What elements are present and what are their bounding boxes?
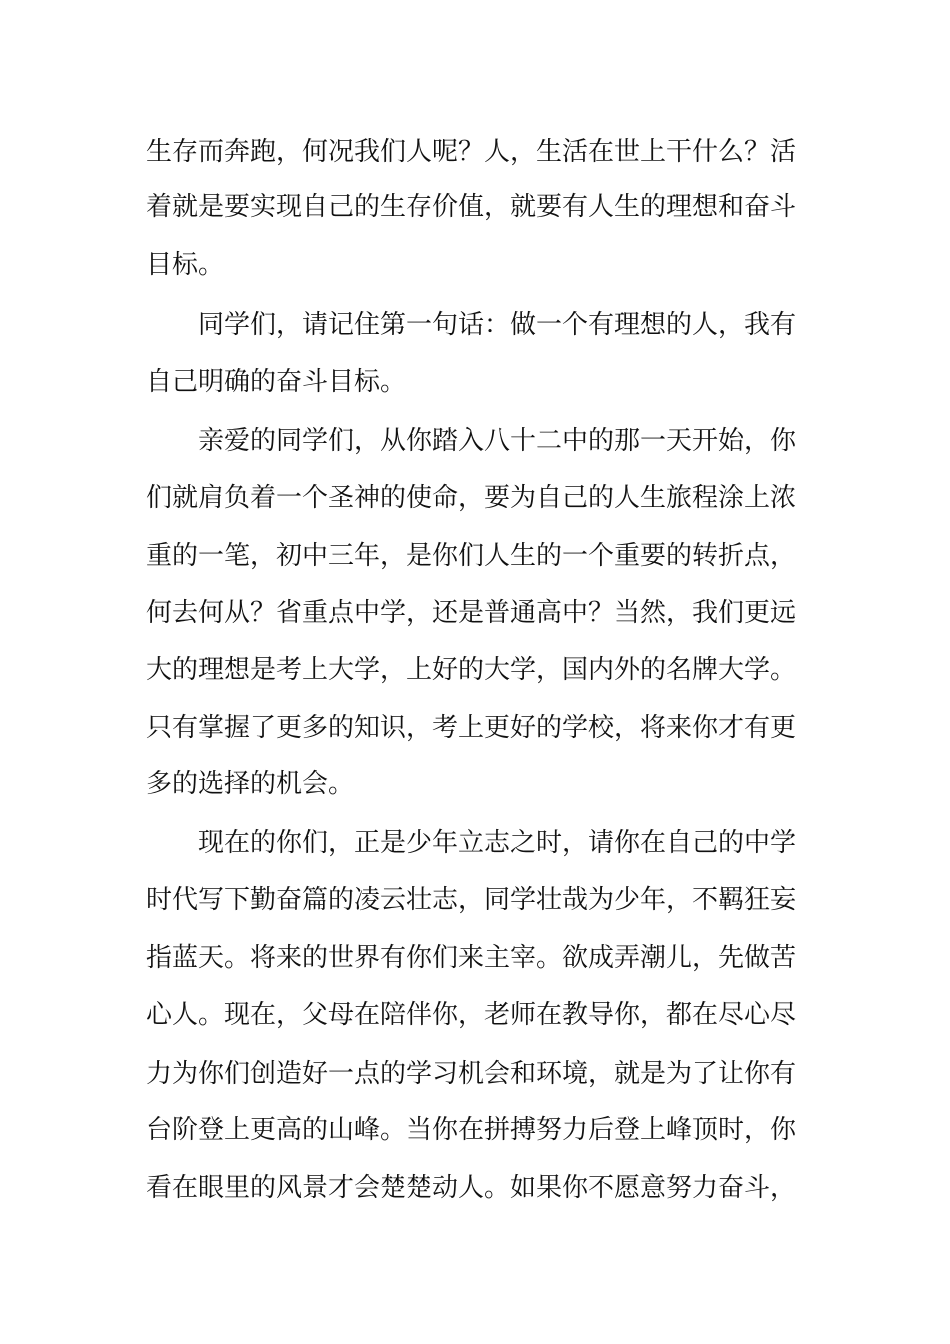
paragraph-4-line-6: 台阶登上更高的山峰。当你在拼搏努力后登上峰顶时，你 xyxy=(146,1115,797,1145)
paragraph-4-line-7: 看在眼里的风景才会楚楚动人。如果你不愿意努力奋斗， xyxy=(146,1173,797,1203)
text-line-1: 生存而奔跑，何况我们人呢？人，生活在世上干什么？活 xyxy=(146,137,797,167)
paragraph-2-line-2: 自己明确的奋斗目标。 xyxy=(146,367,407,397)
paragraph-3-line-7: 多的选择的机会。 xyxy=(146,769,355,799)
paragraph-4-line-3: 指蓝天。将来的世界有你们来主宰。欲成弄潮儿，先做苦 xyxy=(146,943,797,973)
paragraph-3-line-6: 只有掌握了更多的知识，考上更好的学校，将来你才有更 xyxy=(146,713,797,743)
paragraph-3-line-3: 重的一笔，初中三年，是你们人生的一个重要的转折点， xyxy=(146,541,797,571)
paragraph-4-line-4: 心人。现在，父母在陪伴你，老师在教导你，都在尽心尽 xyxy=(146,1000,797,1030)
paragraph-4-line-1: 现在的你们，正是少年立志之时，请你在自己的中学 xyxy=(198,828,797,858)
paragraph-3-line-1: 亲爱的同学们，从你踏入八十二中的那一天开始，你 xyxy=(198,426,797,456)
text-line-2: 着就是要实现自己的生存价值，就要有人生的理想和奋斗 xyxy=(146,192,797,222)
text-line-3: 目标。 xyxy=(146,250,225,280)
paragraph-3-line-5: 大的理想是考上大学，上好的大学，国内外的名牌大学。 xyxy=(146,655,797,685)
paragraph-4-line-2: 时代写下勤奋篇的凌云壮志，同学壮哉为少年，不羁狂妄 xyxy=(146,885,797,915)
paragraph-4-line-5: 力为你们创造好一点的学习机会和环境，就是为了让你有 xyxy=(146,1059,797,1089)
paragraph-3-line-2: 们就肩负着一个圣神的使命，要为自己的人生旅程涂上浓 xyxy=(146,483,797,513)
paragraph-2-line-1: 同学们，请记住第一句话：做一个有理想的人，我有 xyxy=(198,310,797,340)
paragraph-3-line-4: 何去何从？省重点中学，还是普通高中？当然，我们更远 xyxy=(146,598,797,628)
